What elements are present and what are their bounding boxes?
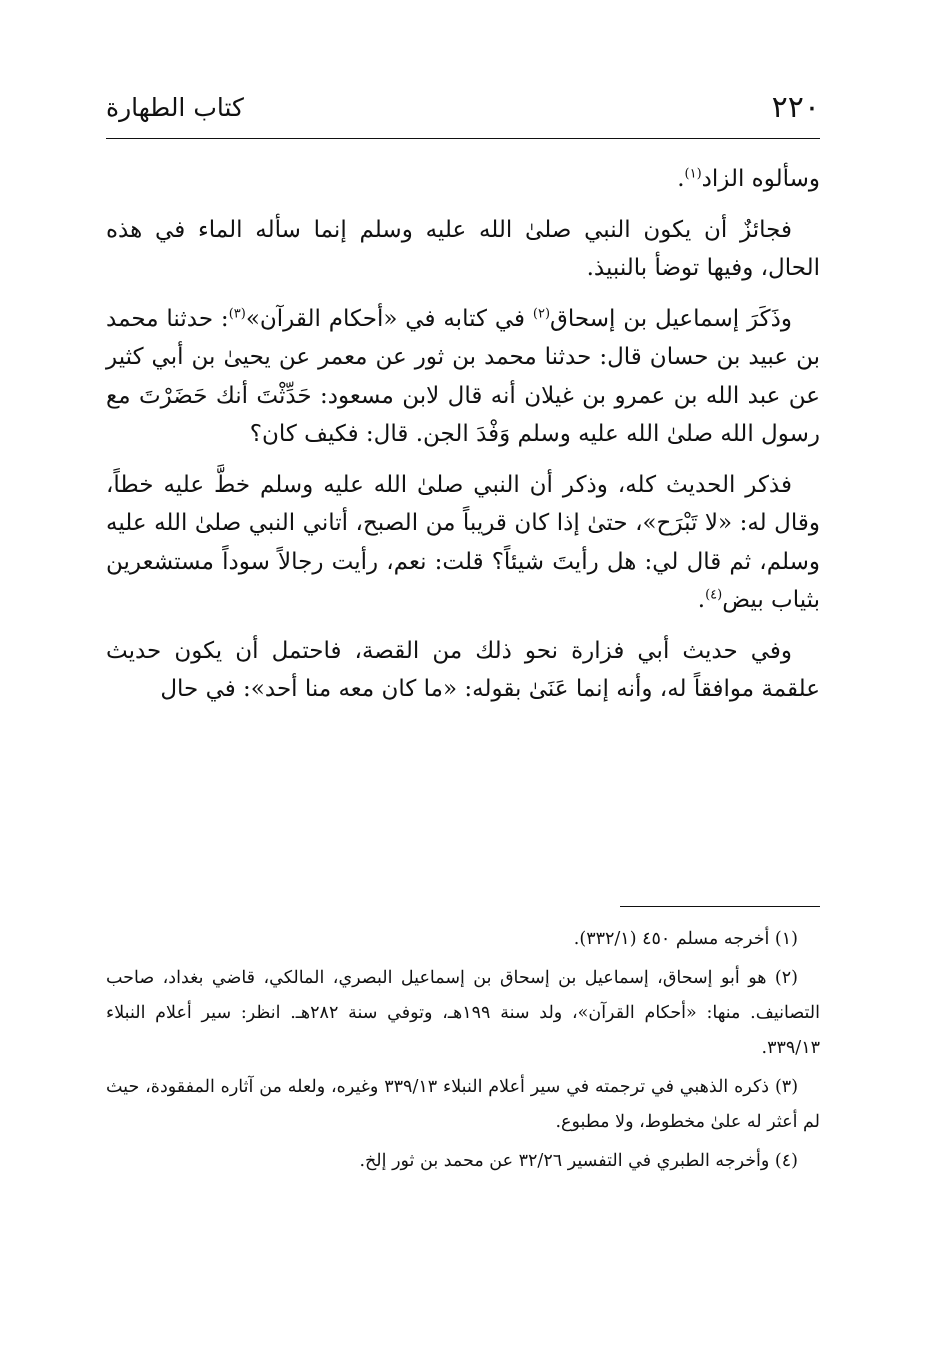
footnote-1: (١) أخرجه مسلم ٤٥٠ (٣٣٢/١).	[573, 929, 798, 949]
header-rule	[106, 138, 820, 139]
page-header	[106, 88, 820, 128]
paragraph-3-text-a: وذَكَرَ إسماعيل بن إسحاق	[550, 305, 792, 332]
paragraph-4-text: فذكر الحديث كله، وذكر أن النبي صلىٰ الله عليه وسلم خطَّ عليه خطاً، وقال له: «لا تَبْرَح»، حتىٰ إذا كان قريباً من الصبح، أتاني النبي صلىٰ الله عليه وسلم، ثم قال لي: هل رأيتَ شيئاً؟ قلت: نعم، رأيت رجالاً سوداً مستشعرين بثياب بيض	[106, 471, 820, 613]
main-text	[106, 160, 820, 721]
paragraph-4	[106, 466, 820, 620]
footnote-2: (٢) هو أبو إسحاق، إسماعيل بن إسحاق بن إسماعيل البصري، المالكي، قاضي بغداد، صاحب التصانيف. منها: «أحكام القرآن»، ولد سنة ١٩٩هـ، وتوفي سنة ٢٨٢هـ. انظر: سير أعلام النبلاء ٣٣٩/١٣.	[106, 968, 820, 1058]
page-number: ٢٢٠	[771, 90, 820, 125]
paragraph-3-text-b: في كتابه في «أحكام القرآن»	[245, 305, 533, 332]
running-title: كتاب الطهارة	[106, 93, 244, 122]
footnote-ref-1: (١)	[684, 166, 702, 182]
footnote-ref-3: (٣)	[228, 305, 246, 321]
paragraph-4-end: .	[697, 587, 706, 613]
footnote-ref-2: (٢)	[532, 305, 551, 321]
footnote-ref-4: (٤)	[705, 587, 723, 603]
footnotes	[106, 922, 820, 1183]
paragraph-2: فجائزٌ أن يكون النبي صلىٰ الله عليه وسلم إنما سأله الماء في هذه الحال، وفيها توضأ بالنبيذ.	[106, 216, 820, 281]
paragraph-1-end: .	[677, 166, 685, 192]
footnote-separator	[620, 906, 820, 907]
footnote-4: (٤) وأخرجه الطبري في التفسير ٣٢/٢٦ عن محمد بن ثور إلخ.	[359, 1151, 798, 1171]
paragraph-3	[106, 300, 820, 454]
paragraph-5: وفي حديث أبي فزارة نحو ذلك من القصة، فاحتمل أن يكون حديث علقمة موافقاً له، وأنه إنما عَنَىٰ بقوله: «ما كان معه منا أحد»: في حال	[106, 637, 820, 702]
footnote-3: (٣) ذكره الذهبي في ترجمته في سير أعلام النبلاء ٣٣٩/١٣ وغيره، ولعله من آثاره المفقودة، حيث لم أعثر له علىٰ مخطوط، ولا مطبوع.	[106, 1077, 820, 1132]
paragraph-1	[106, 160, 820, 199]
paragraph-3-text-c: : حدثنا محمد بن عبيد بن حسان قال: حدثنا محمد بن ثور عن معمر عن يحيىٰ بن أبي كثير عن عبد الله بن عمرو بن غيلان أنه قال لابن مسعود: حَدِّثْتَ أنك حَضَرْتَ مع رسول الله صلىٰ الله عليه وسلم وَفْدَ الجن. قال: فكيف كان؟	[106, 305, 820, 447]
paragraph-1-text: وسألوه الزاد	[701, 166, 820, 192]
